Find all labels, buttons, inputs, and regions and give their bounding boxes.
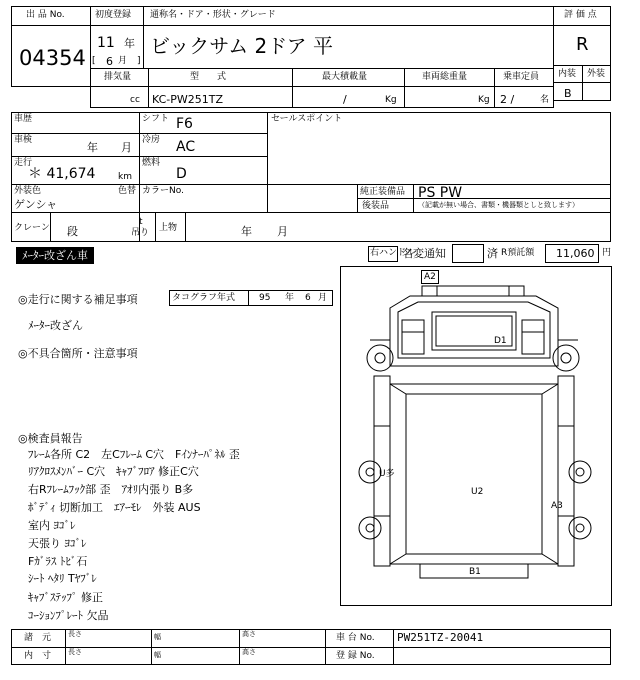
inspector-header: ◎検査員報告 [18,432,83,445]
r-tax-unit: 円 [602,248,612,258]
truck-outline [340,266,612,606]
damage-mark: A3 [551,501,563,511]
displacement-label: 排気量 [104,72,132,82]
damage-mark: D1 [494,336,507,346]
inspector-line: ｼｰﾄ ﾍﾀﾘ Tﾔﾌﾞﾚ [28,572,97,585]
capacity-value: 2 / [500,93,515,106]
width-label: 幅 [154,651,161,659]
model-name-label: 通称名・ドア・形状・グレード [150,10,276,20]
lot-number: 04354 [19,46,86,70]
details-box [11,112,611,242]
damage-mark: U2 [471,487,484,497]
shift-label: シフト [142,114,170,124]
r-tax-value: 11,060 [556,247,595,260]
equipment-label: 純正装備品 [360,187,406,197]
r-tax-label: R預託額 [501,248,535,258]
width-label: 幅 [154,633,161,641]
displacement-unit: cc [130,95,140,105]
inner-dimensions-label: 内 寸 [24,651,52,661]
inspector-line: ﾎﾞﾃﾞｨ 切断加工 ｴｱｰﾓﾚ 外装 AUS [28,501,201,514]
crane-label: クレーン [14,223,50,233]
gross-weight-label: 車両総重量 [422,72,468,82]
upper-label: 上物 [159,223,178,233]
crane-t: t [139,217,143,227]
inspector-line: 天張り ﾖｺﾞﾚ [28,537,87,550]
rhd-label: 右ハンドル [370,248,416,258]
inspection-month-unit: 月 [121,141,132,154]
running-note: ﾒｰﾀｰ改ざん [28,319,83,332]
inspector-line: 室内 ﾖｺﾞﾚ [28,519,76,532]
upper-month: 月 [277,225,288,238]
sales-point-label: セールスポイント [271,114,343,124]
model-label: 型 式 [190,72,227,82]
name-change-label: 名変通知 [402,247,446,260]
color-code-label: 色替 [118,186,137,196]
inspection-year-unit: 年 [87,141,98,154]
name-change-box [452,244,484,263]
crane-lift: 吊り [131,228,150,238]
front-left-wheel [367,345,393,371]
damage-mark: B1 [469,567,481,577]
history-label: 車歴 [14,114,33,124]
length-label: 長さ [68,630,82,638]
capacity-unit: 名 [540,95,550,105]
rear-left-wheel [359,461,381,483]
cab-body [390,296,558,366]
registration-label: 登 録 No. [336,651,375,661]
tachograph-year: 95 [259,293,271,303]
reg-year-unit: 年 [124,37,135,50]
height-label: 高さ [242,648,256,656]
exterior-label: 外装 [587,69,606,79]
running-header: ◎走行に関する補足事項 [18,293,138,306]
max-load-value: / [343,93,347,106]
dimensions-label: 諸 元 [24,633,52,643]
tachograph-year-unit: 年 [285,293,295,303]
tachograph-label: タコグラフ年式 [172,293,236,303]
eval-label: 評 価 点 [564,10,597,20]
length-label: 長さ [68,648,82,656]
ac-value: AC [176,139,196,155]
interior-grade: B [564,87,572,100]
cargo-bed [390,384,558,564]
gross-weight-unit: Kg [478,95,490,105]
defects-header: ◎不具合箇所・注意事項 [18,347,138,360]
aftermarket-note: （記載が無い場合、書類・機器類としと致します） [418,201,579,209]
car-name: ビックサム 2ドア 平 [150,34,334,58]
reg-year: 11 [97,35,115,51]
mileage-label: 走行 [14,158,33,168]
reg-month-unit: 月 [118,56,128,66]
damage-mark: A2 [424,272,436,282]
mileage-unit: km [118,172,132,182]
max-load-unit: Kg [385,95,397,105]
first-reg-label: 初度登録 [95,10,132,20]
chassis-label: 車 台 No. [336,633,375,643]
rear-right-wheel [569,461,591,483]
fuel-label: 燃料 [142,158,161,168]
shift-value: F6 [176,116,193,132]
height-label: 高さ [242,630,256,638]
lot-label: 出 品 No. [26,10,65,20]
exterior-color-value: ゲンシャ [14,198,58,211]
inspector-line: Fｶﾞﾗｽ ﾄﾋﾞ石 [28,555,88,568]
tachograph-month: 6 [305,293,311,303]
aftermarket-label: 後装品 [362,201,390,211]
exterior-color-label: 外装色 [14,186,42,196]
inspector-line: ｺｰｼｮﾝﾌﾟﾚｰﾄ 欠品 [28,609,109,622]
capacity-label: 乗車定員 [503,72,540,82]
crane-stage: 段 [67,225,78,238]
max-load-label: 最大積載量 [322,72,368,82]
chassis-value: PW251TZ-20041 [397,631,484,644]
color-no-label: カラーNo. [142,186,184,196]
ac-label: 冷房 [142,135,161,145]
tampered-tag: ﾒｰﾀｰ改ざん車 [16,247,94,264]
inspection-label: 車検 [14,135,33,145]
interior-label: 内装 [558,69,577,79]
tachograph-month-unit: 月 [318,293,328,303]
front-right-wheel [553,345,579,371]
damage-mark: U多 [379,469,395,479]
inspector-line: ｷｬﾌﾞｽﾃｯﾌﾟ 修正 [28,591,103,604]
inspector-line: 右Rﾌﾚｰﾑﾌｯｸ部 歪 ｱｵﾘ内張り B多 [28,483,194,496]
inspector-line: ﾌﾚｰﾑ各所 C2 左Cﾌﾚｰﾑ C穴 Fｲﾝﾅｰﾊﾟﾈﾙ 歪 [28,448,240,461]
eval-score: R [576,34,589,55]
inspector-line: ﾘｱｸﾛｽﾒﾝﾊﾞｰ C穴 ｷｬﾌﾞﾌﾛｱ 修正C穴 [28,465,199,478]
model-code: KC-PW251TZ [152,93,224,106]
fuel-value: D [176,166,187,182]
upper-year: 年 [241,225,252,238]
mileage-value: ＊ 41,674 [28,166,96,182]
equipment-value: PS PW [418,185,463,201]
tax-label: 済 [487,247,498,260]
reg-month: 6 [106,55,113,68]
